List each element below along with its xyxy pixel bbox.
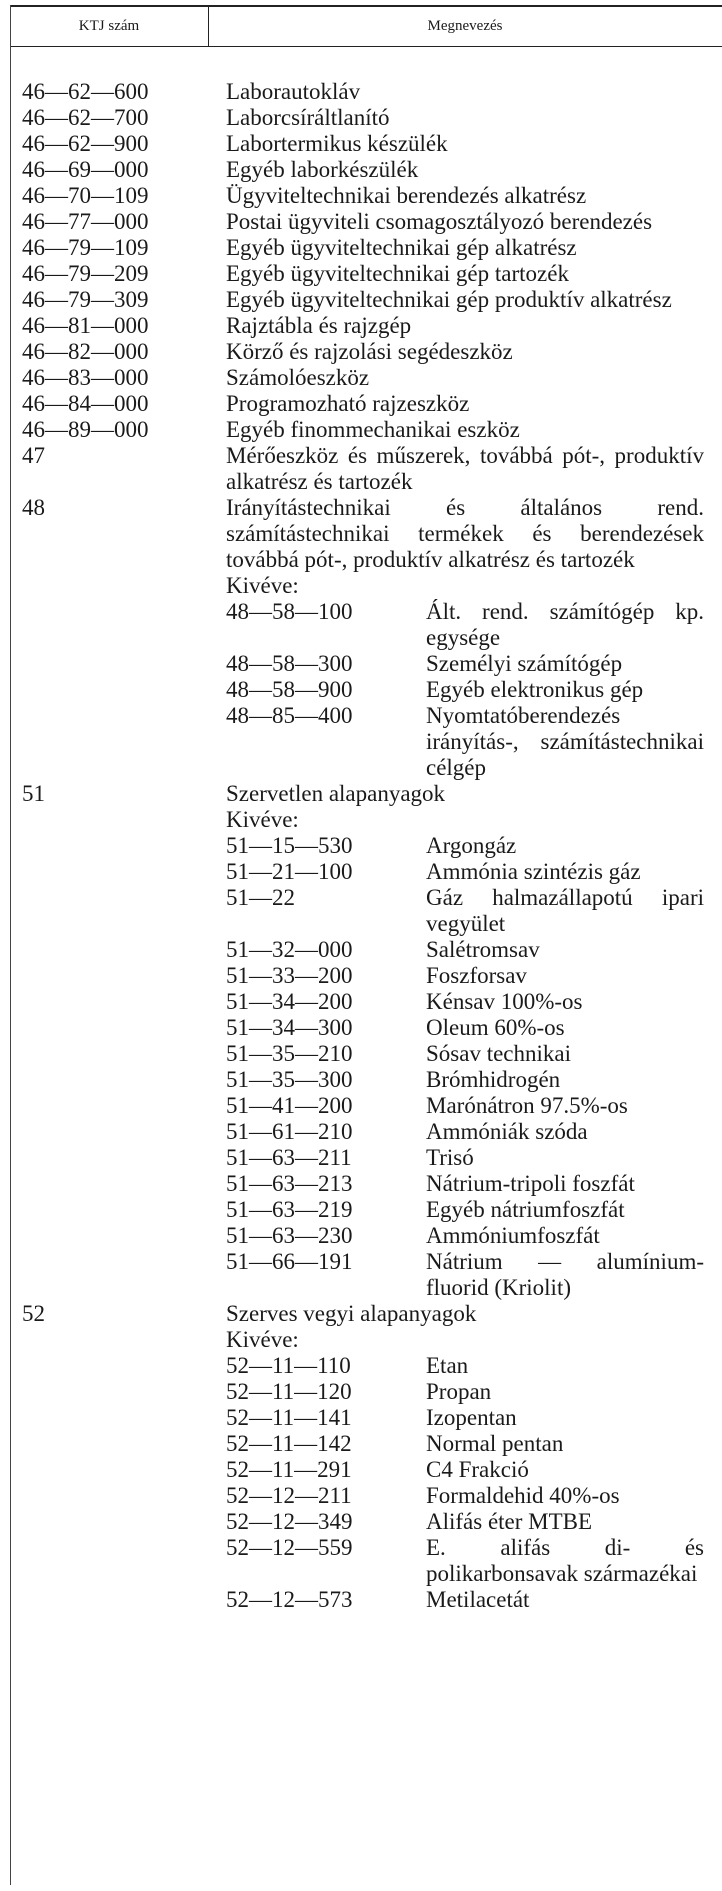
except-name: Oleum 60%-os	[426, 1015, 565, 1040]
except-name: Etan	[426, 1353, 469, 1378]
except-name: Ált. rend. számítógép kp. egysége	[426, 599, 704, 650]
except-row	[0, 1249, 722, 1301]
except-name: Brómhidrogén	[426, 1067, 561, 1092]
ktj-code: 51	[22, 781, 45, 806]
except-name: Nátrium — alumínium-fluorid (Kriolit)	[426, 1249, 704, 1300]
except-name: Gáz halmazállapotú ipari vegyület	[426, 885, 704, 936]
except-code: 52—11—110	[226, 1353, 351, 1378]
except-code: 52—12—211	[226, 1483, 352, 1508]
except-name: Foszforsav	[426, 963, 527, 988]
table-row	[0, 131, 722, 157]
ktj-code: 46—82—000	[22, 339, 149, 364]
except-row	[0, 1223, 722, 1249]
item-name: Egyéb ügyviteltechnikai gép alkatrész	[226, 235, 577, 260]
except-name: Trisó	[426, 1145, 474, 1170]
except-code: 51—21—100	[226, 859, 353, 884]
except-code: 48—85—400	[226, 703, 353, 728]
except-name: Személyi számítógép	[426, 651, 623, 676]
ktj-code: 46—77—000	[22, 209, 149, 234]
column-header-ktj-szam: KTJ szám	[78, 18, 140, 34]
table-row	[0, 261, 722, 287]
item-name: Egyéb finommechanikai eszköz	[226, 417, 520, 442]
item-name: Szerves vegyi alapanyagok	[226, 1301, 477, 1326]
except-code: 51—22	[226, 885, 295, 910]
except-row	[0, 1041, 722, 1067]
except-row	[0, 1457, 722, 1483]
except-code: 51—33—200	[226, 963, 353, 988]
table-body	[0, 79, 722, 1613]
except-row	[0, 1015, 722, 1041]
except-code: 51—63—213	[226, 1171, 353, 1196]
except-code: 52—12—349	[226, 1509, 353, 1534]
except-name: E. alifás di- és polikarbonsavak származékai	[426, 1535, 704, 1586]
table-row	[0, 209, 722, 235]
except-code: 48—58—100	[226, 599, 353, 624]
except-code: 52—12—573	[226, 1587, 353, 1612]
except-row	[0, 703, 722, 781]
except-code: 51—34—200	[226, 989, 353, 1014]
table-row	[0, 157, 722, 183]
table-top-rule	[10, 5, 722, 7]
except-code: 51—61—210	[226, 1119, 353, 1144]
except-code: 48—58—300	[226, 651, 353, 676]
table-row	[0, 235, 722, 261]
except-code: 52—12—559	[226, 1535, 353, 1560]
ktj-code: 47	[22, 443, 45, 468]
item-name: Laborcsíráltlanító	[226, 105, 390, 130]
except-code: 51—35—210	[226, 1041, 353, 1066]
except-row	[0, 1431, 722, 1457]
except-row	[0, 1353, 722, 1379]
except-name: Ammóniumfoszfát	[426, 1223, 600, 1248]
table-row	[0, 365, 722, 391]
ktj-code: 46—79—109	[22, 235, 149, 260]
except-name: Nátrium-tripoli foszfát	[426, 1171, 635, 1196]
item-name: Labortermikus készülék	[226, 131, 448, 156]
except-name: Nyomtatóberendezés irányítás-, számítástechnikai célgép	[426, 703, 704, 780]
except-name: C4 Frakció	[426, 1457, 529, 1482]
except-code: 51—41—200	[226, 1093, 353, 1118]
except-row	[0, 859, 722, 885]
table-row	[0, 417, 722, 443]
except-name: Sósav technikai	[426, 1041, 571, 1066]
except-code: 51—15—530	[226, 833, 353, 858]
except-name: Ammóniák szóda	[426, 1119, 588, 1144]
ktj-code: 46—70—109	[22, 183, 149, 208]
item-name: Irányítástechnikai és általános rend. számítástechnikai termékek és berendezések továbbá pót-, produktív alkatrész és tartozék	[226, 495, 704, 572]
table-row	[0, 391, 722, 417]
except-row	[0, 885, 722, 937]
item-name: Mérőeszköz és műszerek, továbbá pót-, produktív alkatrész és tartozék	[226, 443, 704, 494]
table-row	[0, 1301, 722, 1327]
header-bottom-rule	[10, 46, 722, 47]
except-row	[0, 1535, 722, 1587]
except-name: Alifás éter MTBE	[426, 1509, 593, 1534]
except-name: Argongáz	[426, 833, 517, 858]
except-name: Propan	[426, 1379, 492, 1404]
except-row	[0, 1405, 722, 1431]
ktj-code: 46—79—309	[22, 287, 149, 312]
ktj-code: 48	[22, 495, 45, 520]
except-name: Ammónia szintézis gáz	[426, 859, 641, 884]
except-code: 51—63—211	[226, 1145, 352, 1170]
item-name: Körző és rajzolási segédeszköz	[226, 339, 513, 364]
ktj-code: 46—69—000	[22, 157, 149, 182]
except-row	[0, 651, 722, 677]
except-row	[0, 677, 722, 703]
except-name: Egyéb elektronikus gép	[426, 677, 644, 702]
item-name: Szervetlen alapanyagok	[226, 781, 446, 806]
except-code: 51—32—000	[226, 937, 353, 962]
except-row	[0, 1145, 722, 1171]
item-name: Laborautokláv	[226, 79, 361, 104]
except-label: Kivéve:	[226, 807, 299, 832]
except-name: Kénsav 100%-os	[426, 989, 583, 1014]
table-row	[0, 495, 722, 573]
except-code: 51—63—230	[226, 1223, 353, 1248]
ktj-code: 46—83—000	[22, 365, 149, 390]
except-row	[0, 1067, 722, 1093]
table-row	[0, 339, 722, 365]
item-name: Rajztábla és rajzgép	[226, 313, 412, 338]
except-label: Kivéve:	[226, 573, 299, 598]
ktj-code: 46—62—600	[22, 79, 149, 104]
except-name: Formaldehid 40%-os	[426, 1483, 620, 1508]
except-row	[0, 1197, 722, 1223]
item-name: Ügyviteltechnikai berendezés alkatrész	[226, 183, 587, 208]
except-name: Marónátron 97.5%-os	[426, 1093, 628, 1118]
table-row	[0, 287, 722, 313]
except-name: Egyéb nátriumfoszfát	[426, 1197, 625, 1222]
ktj-code: 52	[22, 1301, 45, 1326]
item-name: Programozható rajzeszköz	[226, 391, 470, 416]
item-name: Számolóeszköz	[226, 365, 370, 390]
table-row	[0, 79, 722, 105]
ktj-code: 46—81—000	[22, 313, 149, 338]
except-label: Kivéve:	[226, 1327, 299, 1352]
ktj-code: 46—89—000	[22, 417, 149, 442]
except-row	[0, 963, 722, 989]
except-row	[0, 1587, 722, 1613]
except-row	[0, 599, 722, 651]
except-row	[0, 1119, 722, 1145]
table-row	[0, 443, 722, 495]
item-name: Egyéb laborkészülék	[226, 157, 419, 182]
except-row	[0, 989, 722, 1015]
column-header-megnevezes: Megnevezés	[427, 18, 503, 34]
except-name: Metilacetát	[426, 1587, 530, 1612]
except-name: Izopentan	[426, 1405, 517, 1430]
except-name: Salétromsav	[426, 937, 540, 962]
table-row	[0, 781, 722, 807]
item-name: Postai ügyviteli csomagosztályozó berendezés	[226, 209, 653, 234]
except-row	[0, 1171, 722, 1197]
table-row	[0, 313, 722, 339]
except-code: 52—11—141	[226, 1405, 352, 1430]
except-row	[0, 1379, 722, 1405]
except-code: 52—11—291	[226, 1457, 352, 1482]
ktj-code: 46—62—700	[22, 105, 149, 130]
except-row	[0, 937, 722, 963]
except-row	[0, 833, 722, 859]
ktj-code: 46—84—000	[22, 391, 149, 416]
table-row	[0, 105, 722, 131]
except-row	[0, 1509, 722, 1535]
except-name: Normal pentan	[426, 1431, 564, 1456]
item-name: Egyéb ügyviteltechnikai gép produktív alkatrész	[226, 287, 672, 312]
except-code: 48—58—900	[226, 677, 353, 702]
except-code: 51—66—191	[226, 1249, 353, 1274]
except-code: 52—11—142	[226, 1431, 352, 1456]
table-row	[0, 183, 722, 209]
except-row	[0, 1483, 722, 1509]
ktj-code: 46—79—209	[22, 261, 149, 286]
item-name: Egyéb ügyviteltechnikai gép tartozék	[226, 261, 569, 286]
except-code: 51—34—300	[226, 1015, 353, 1040]
ktj-code: 46—62—900	[22, 131, 149, 156]
except-code: 51—63—219	[226, 1197, 353, 1222]
except-row	[0, 1093, 722, 1119]
except-code: 52—11—120	[226, 1379, 352, 1404]
except-code: 51—35—300	[226, 1067, 353, 1092]
